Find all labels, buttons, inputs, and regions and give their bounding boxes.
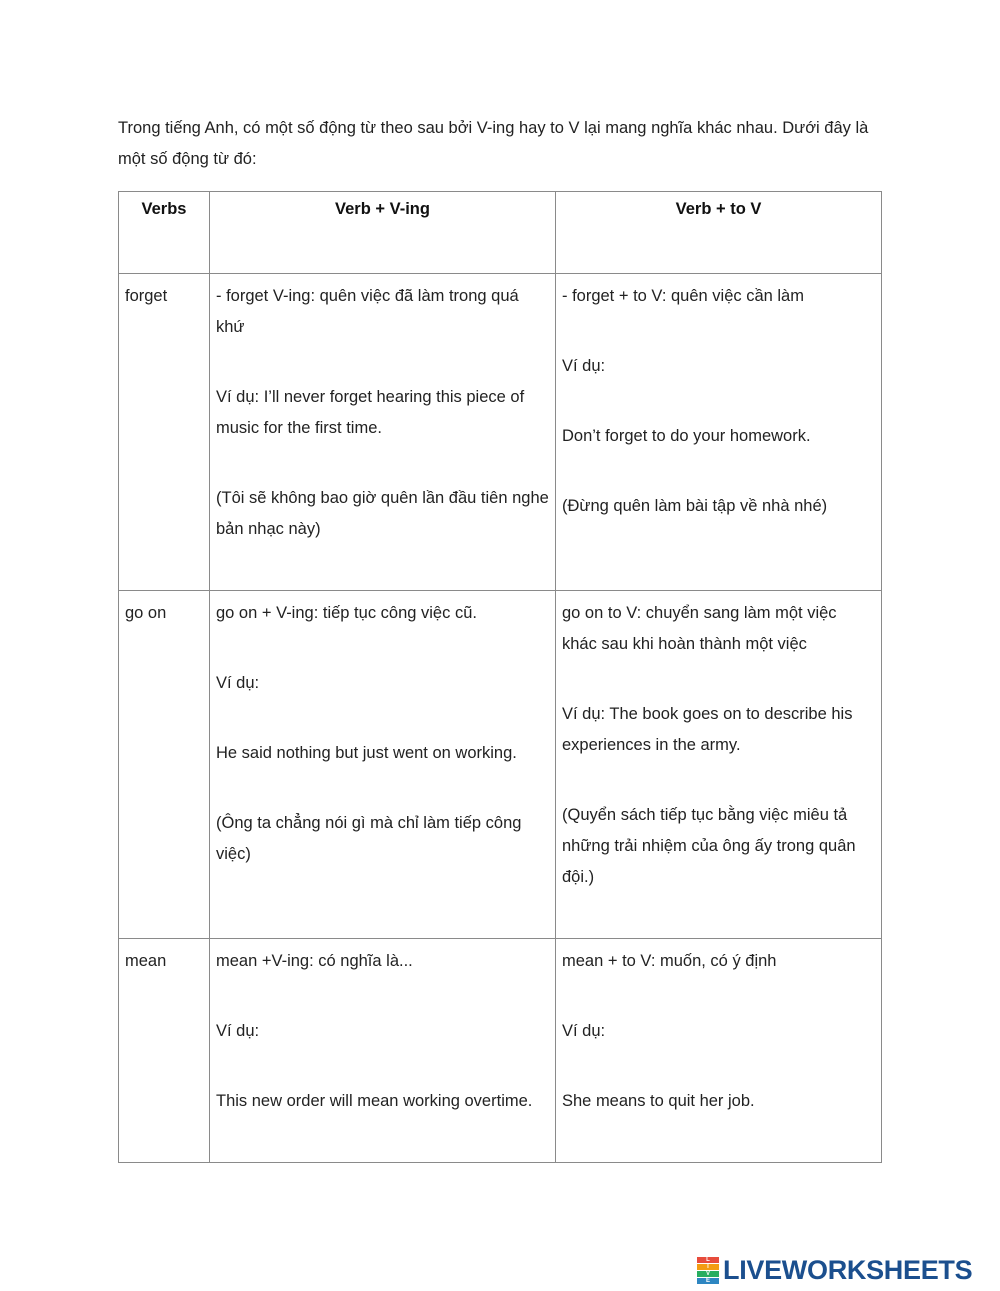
- logo-letter-v: V: [697, 1271, 719, 1277]
- tov-translation: (Quyển sách tiếp tục bằng việc miêu tả những trải nhiệm của ông ấy trong quân đội.): [562, 806, 856, 886]
- ving-example: He said nothing but just went on working.: [216, 744, 517, 762]
- tov-example-label: Ví dụ:: [562, 1022, 606, 1040]
- header-verb-ving: Verb + V-ing: [210, 192, 556, 274]
- tov-example: Ví dụ: The book goes on to describe his experiences in the army.: [562, 705, 853, 754]
- ving-example: This new order will mean working overtime.: [216, 1092, 533, 1110]
- tov-example-label: Ví dụ:: [562, 357, 606, 375]
- tov-cell: [556, 939, 882, 1163]
- ving-definition: mean +V-ing: có nghĩa là...: [216, 952, 413, 970]
- verb-cell: [119, 591, 210, 939]
- ving-example-label: Ví dụ:: [216, 674, 260, 692]
- ving-definition: - forget V-ing: quên việc đã làm trong quá khứ: [216, 287, 519, 336]
- header-verb-tov: Verb + to V: [556, 192, 882, 274]
- logo-text: LIVEWORKSHEETS: [723, 1254, 973, 1285]
- verbs-table: [118, 191, 882, 1163]
- ving-translation: (Ông ta chẳng nói gì mà chỉ làm tiếp công việc): [216, 814, 522, 863]
- verb-name: mean: [125, 952, 167, 970]
- ving-example: Ví dụ: I’ll never forget hearing this piece of music for the first time.: [216, 388, 525, 437]
- liveworksheets-logo: [697, 1256, 972, 1284]
- ving-example-label: Ví dụ:: [216, 1022, 260, 1040]
- ving-cell: [210, 939, 556, 1163]
- tov-example: She means to quit her job.: [562, 1092, 755, 1110]
- verb-name: go on: [125, 604, 167, 622]
- verb-cell: [119, 939, 210, 1163]
- tov-example: Don’t forget to do your homework.: [562, 427, 811, 445]
- tov-definition: go on to V: chuyển sang làm một việc khác sau khi hoàn thành một việc: [562, 604, 837, 653]
- tov-definition: mean + to V: muốn, có ý định: [562, 952, 777, 970]
- ving-cell: [210, 591, 556, 939]
- logo-letter-i: I: [697, 1264, 719, 1270]
- verb-cell: [119, 274, 210, 591]
- ving-translation: (Tôi sẽ không bao giờ quên lần đầu tiên nghe bản nhạc này): [216, 489, 549, 538]
- intro-paragraph: Trong tiếng Anh, có một số động từ theo sau bởi V-ing hay to V lại mang nghĩa khác nhau. Dưới đây là một số động từ đó:: [118, 119, 869, 168]
- table-row: [119, 274, 882, 591]
- tov-definition: - forget + to V: quên việc cần làm: [562, 287, 804, 305]
- table-row: [119, 591, 882, 939]
- tov-cell: [556, 591, 882, 939]
- table-header-row: [119, 192, 882, 274]
- ving-cell: [210, 274, 556, 591]
- verb-name: forget: [125, 287, 168, 305]
- table-row: [119, 939, 882, 1163]
- live-letters-icon: [697, 1257, 719, 1283]
- logo-letter-l: L: [697, 1257, 719, 1263]
- header-verbs: Verbs: [119, 192, 210, 274]
- tov-cell: [556, 274, 882, 591]
- logo-letter-e: E: [697, 1278, 719, 1284]
- ving-definition: go on + V-ing: tiếp tục công việc cũ.: [216, 604, 477, 622]
- tov-translation: (Đừng quên làm bài tập về nhà nhé): [562, 497, 828, 515]
